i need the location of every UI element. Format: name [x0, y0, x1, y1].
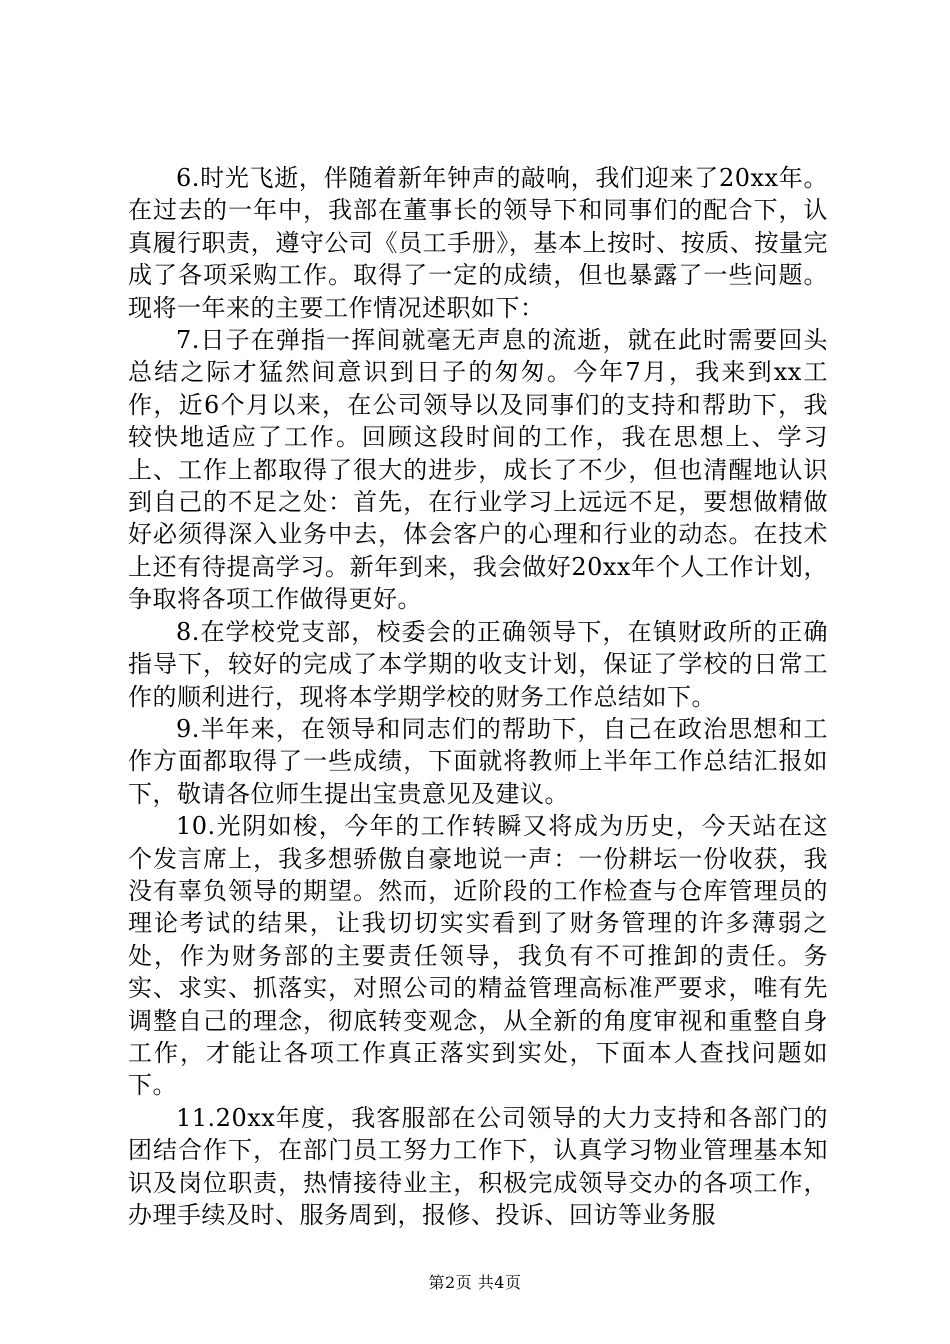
page-footer: 第2页 共4页 [428, 1273, 522, 1292]
paragraph-11: 11.20xx年度，我客服部在公司领导的大力支持和各部门的团结合作下，在部门员工努力工作下，认真学习物业管理基本知识及岗位职责，热情接待业主，积极完成领导交办的各项工作，办理手续及时、服务周到，报修、投诉、回访等业务服 [128, 1103, 828, 1229]
paragraph-9: 9.半年来，在领导和同志们的帮助下，自己在政治思想和工作方面都取得了一些成绩，下面就将教师上半年工作总结汇报如下，敬请各位师生提出宝贵意见及建议。 [128, 714, 828, 808]
paragraph-7: 7.日子在弹指一挥间就毫无声息的流逝，就在此时需要回头总结之际才猛然间意识到日子的匆匆。今年7月，我来到xx工作，近6个月以来，在公司领导以及同事们的支持和帮助下，我较快地适应了工作。回顾这段时间的工作，我在思想上、学习上、工作上都取得了很大的进步，成长了不少，但也清醒地认识到自己的不足之处：首先，在行业学习上远远不足，要想做精做好必须得深入业务中去，体会客户的心理和行业的动态。在技术上还有待提高学习。新年到来，我会做好20xx年个人工作计划，争取将各项工作做得更好。 [128, 326, 828, 614]
document-body [128, 162, 828, 1231]
paragraph-10: 10.光阴如梭，今年的工作转瞬又将成为历史，今天站在这个发言席上，我多想骄傲自豪地说一声：一份耕坛一份收获，我没有辜负领导的期望。然而，近阶段的工作检查与仓库管理员的理论考试的结果，让我切切实实看到了财务管理的许多薄弱之处，作为财务部的主要责任领导，我负有不可推卸的责任。务实、求实、抓落实，对照公司的精益管理高标准严要求，唯有先调整自己的理念，彻底转变观念，从全新的角度审视和重整自身工作，才能让各项工作真正落实到实处，下面本人查找问题如下。 [128, 812, 828, 1100]
paragraph-8: 8.在学校党支部，校委会的正确领导下，在镇财政所的正确指导下，较好的完成了本学期的收支计划，保证了学校的日常工作的顺利进行，现将本学期学校的财务工作总结如下。 [128, 617, 828, 711]
paragraph-6: 6.时光飞逝，伴随着新年钟声的敲响，我们迎来了20xx年。在过去的一年中，我部在董事长的领导下和同事们的配合下，认真履行职责，遵守公司《员工手册》，基本上按时、按质、按量完成了各项采购工作。取得了一定的成绩，但也暴露了一些问题。现将一年来的主要工作情况述职如下： [128, 164, 828, 322]
